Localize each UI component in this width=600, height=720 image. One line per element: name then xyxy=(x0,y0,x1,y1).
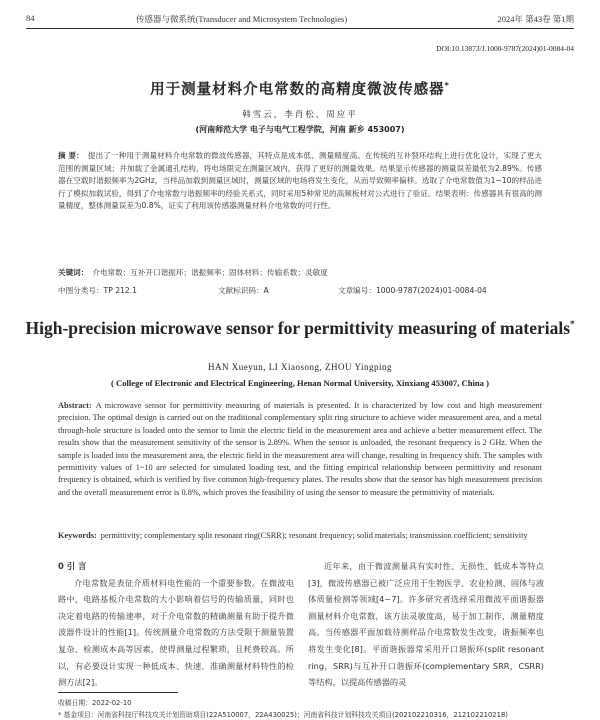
section-heading: 0 引 言 xyxy=(58,561,87,571)
clc-number: 中图分类号：TP 212.1 xyxy=(58,286,137,295)
en-keywords: Keywords: permittivity; complementary split resonant ring(CSRR); resonant frequency; solid materials; transmission coefficient; sensitivity xyxy=(58,531,528,540)
cn-abstract: 摘 要： 提出了一种用于测量材料介电常数的微波传感器，其特点是成本低、测量精度高。在传统的互补裂环结构上进行优化设计，实现了更大范围的测量区域；并加载了金属通孔结构，将电场限定在测量区域内，获得了更好的测量效果。结果显示传感器的测量误差最低为2.89%。传感器在空载时谐振频率为2GHz，当样品加载到测量区域时，测量区域的电场将发生变化，从而导致频率偏移。选取了介电常数值为1~10的样品进行了模拟加载试验，得到了介电常数与谐振频率的经验关系式，同时采用5种常见的高频板材对公式进行了验证。结果表明：传感器具有很高的测量精度，整体测量误差为0.8%，证实了利用该传感器测量材料介电常数的可行性。 xyxy=(58,151,542,211)
cn-title: 用于测量材料介电常数的高精度微波传感器* xyxy=(150,81,450,98)
en-title: High-precision microwave sensor for permittivity measuring of materials* xyxy=(25,317,575,338)
fund-note: * 基金项目：河南省科技厅科技攻关计划资助项目(22A510007，22A430025)；河南省科技计划科技攻关项目(202102210316，212102210218) xyxy=(58,711,508,719)
doc-code: 文献标识码：A xyxy=(218,286,269,295)
en-abstract: Abstract: A microwave sensor for permittivity measuring of materials is presented. It is characterized by low cost and high measurement precision. The optimal design is carried out on the traditional complementary split ring structure to achieve wider measurement area, and a metal through-hole structure is loaded onto the sensor to limit the electric field in the measurement area and achieve a better measurement effect. The results show that the measurement sensitivity of the sensor is 2.89%. When the sensor is unloaded, the resonant frequency is 2 GHz. When the sample is loaded into the measurement area, the electric field in the measurement area will change, resulting in frequency shift. The samples with permittivity values of 1~10 are selected for simulated loading test, and the fitting empirical relationship between permittivity and resonant frequency is obtained, which is verified by five common high-frequency plates. The results show that the sensor has high measurement precision and the overall measurement error is 0.8%, which proves the feasibility of using the sensor to measure the permittivity of materials. xyxy=(58,401,542,497)
body-right-column xyxy=(308,558,544,691)
en-affiliation: ( College of Electronic and Electrical Engineering, Henan Normal University, Xinxiang 453007, China ) xyxy=(111,378,489,388)
doi: DOI:10.13873/J.1000-9787(2024)01-0084-04 xyxy=(436,44,574,53)
issue-info: 2024年 第43卷 第1期 xyxy=(497,14,574,24)
cn-keywords: 关键词： 介电常数；互补开口谐振环；谐振频率；固体材料；传输系数；灵敏度 xyxy=(58,268,328,277)
intro-paragraph-left: 介电常数是表征介质材料电性能的一个重要参数。在微波电路中，电路基板介电常数的大小影响着信号的传输质量，同时也决定着电路的传输速率，对于介电常数的精确测量有助于提升微波器件设计的性能[1]。传统测量介电常数的方法受限于测量装置复杂、检测成本高等因素，使得测量过程繁琐，且耗费较高。所以，有必要设计实现一种低成本、快速、准确测量材料特性的检测方法[2]。 xyxy=(58,577,294,688)
page-number: 84 xyxy=(26,13,35,23)
body-left-column xyxy=(58,558,294,691)
article-number: 文章编号：1000-9787(2024)01-0084-04 xyxy=(338,286,487,295)
cn-classification xyxy=(58,285,542,296)
cn-affiliation: (河南师范大学 电子与电气工程学院，河南 新乡 453007) xyxy=(195,125,405,134)
running-header xyxy=(26,13,574,27)
journal-name: 传感器与微系统(Transducer and Microsystem Technologies) xyxy=(136,14,348,24)
intro-paragraph-right: 近年来，由于微波测量具有实时性、无损性、低成本等特点[3]，微波传感器已被广泛应用于生物医学、农业检测、固体与液体质量检测等领域[4~7]。许多研究者选择采用微波平面谐振器测量材料介电常数，该方法灵敏度高，易于加工制作，测量精度高。当传感器平面加载待测样品介电常数发生改变，谐振频率也将发生变化[8]。平面谐振器常采用开口谐振环(split resonant ring，SRR)与互补开口谐振环(complementary SRR，CSRR)等结构，以提高传感器的灵 xyxy=(308,561,544,688)
footnote-rule xyxy=(58,692,178,693)
cn-authors: 韩雪云，李肖松，周应平 xyxy=(242,110,358,120)
header-rule xyxy=(26,28,574,29)
received-date: 收稿日期：2022-02-10 xyxy=(58,699,132,707)
en-authors: HAN Xueyun, LI Xiaosong, ZHOU Yingping xyxy=(208,362,392,372)
